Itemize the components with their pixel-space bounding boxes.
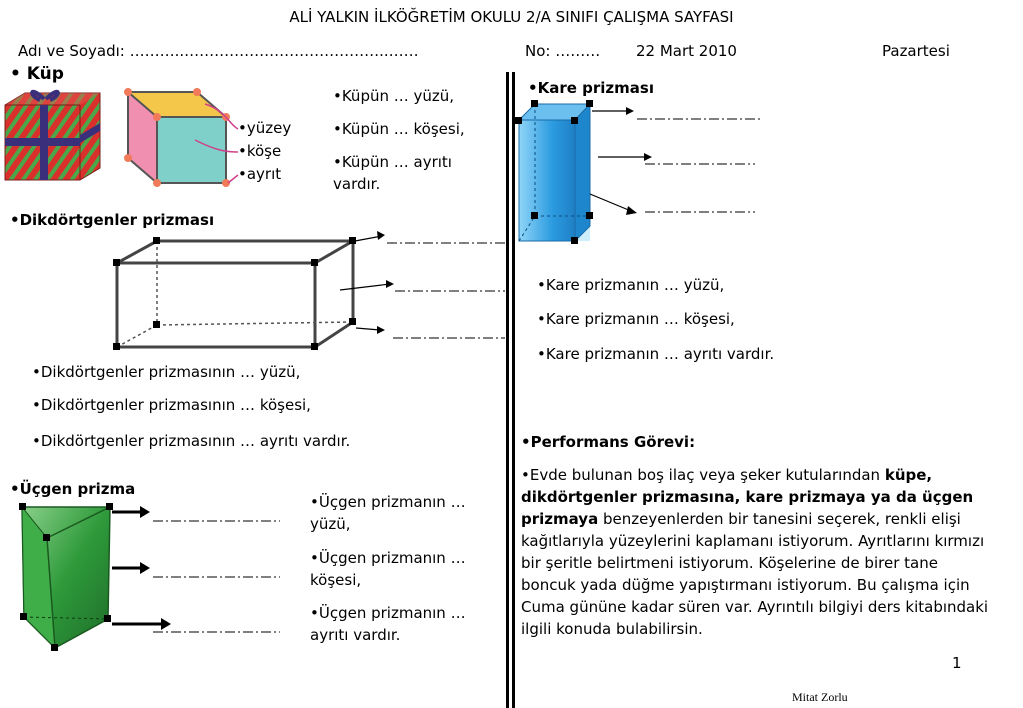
task-rest: benzeyenlerden bir tanesini seçerek, renkli elişi kağıtlarıyla yüzeylerini kaplamanı istiyorum. Ayrıtlarını kırmızı bir şeritle belirtmeni istiyorum. Köşelerine de birer tane boncuk yada düğme yapıştırmanı istiyorum. Bu çalışma için Cuma gününe kadar süren var. Ayrıntılı bilgiyi ders kitabındaki ilgili konuda bulabilirsin. (521, 510, 989, 638)
page-number: 1 (952, 654, 962, 672)
cube-label-vertex: •köşe (238, 142, 282, 160)
cube-heading: • Küp (10, 64, 64, 84)
cube-question-edges: •Küpün … ayrıtı vardır. (333, 153, 452, 193)
gift-box-icon (5, 92, 100, 180)
triangular-prism-diagram (19, 503, 280, 651)
date-text: 22 Mart 2010 (636, 42, 737, 60)
cube-question-vertices: •Küpün … köşesi, (333, 120, 465, 138)
author-name: Mitat Zorlu (792, 690, 848, 704)
task-intro: •Evde bulunan boş ilaç veya şeker kutularından (521, 466, 885, 484)
cube-label-face: •yüzey (238, 119, 292, 137)
square-prism-question-edges: •Kare prizmanın … ayrıtı vardır. (537, 345, 775, 363)
rect-prism-question-faces: •Dikdörtgenler prizmasının … yüzü, (32, 363, 301, 381)
square-prism-question-faces: •Kare prizmanın … yüzü, (537, 276, 725, 294)
rect-prism-heading: •Dikdörtgenler prizması (10, 211, 215, 229)
day-text: Pazartesi (882, 42, 950, 60)
number-field-label: No: ……… (525, 42, 601, 60)
rectangular-prism-diagram (113, 231, 505, 350)
square-prism-question-vertices: •Kare prizmanın … köşesi, (537, 310, 735, 328)
name-field-label: Adı ve Soyadı: ………..…………………………………..…… (18, 42, 419, 60)
cube-diagram-icon (124, 88, 238, 187)
tri-prism-question-faces: •Üçgen prizmanın … yüzü, (310, 493, 466, 533)
page-title: ALİ YALKIN İLKÖĞRETİM OKULU 2/A SINIFI ÇALIŞMA SAYFASI (289, 8, 734, 26)
task-heading: •Performans Görevi: (521, 433, 696, 451)
task-paragraph (521, 464, 991, 640)
cube-question-faces: •Küpün … yüzü, (333, 87, 455, 105)
rect-prism-question-edges: •Dikdörtgenler prizmasının … ayrıtı vardır. (32, 432, 351, 450)
task-bold: küpe, dikdörtgenler prizmasına, kare prizmaya ya da üçgen prizmaya (521, 466, 974, 528)
tri-prism-question-edges: •Üçgen prizmanın … ayrıtı vardır. (310, 604, 466, 644)
square-prism-heading: •Kare prizması (528, 79, 654, 97)
rect-prism-question-vertices: •Dikdörtgenler prizmasının … köşesi, (32, 396, 311, 414)
square-prism-diagram (515, 100, 760, 244)
tri-prism-heading: •Üçgen prizma (10, 480, 136, 498)
tri-prism-question-vertices: •Üçgen prizmanın … köşesi, (310, 549, 466, 589)
cube-label-edge: •ayrıt (238, 165, 282, 183)
